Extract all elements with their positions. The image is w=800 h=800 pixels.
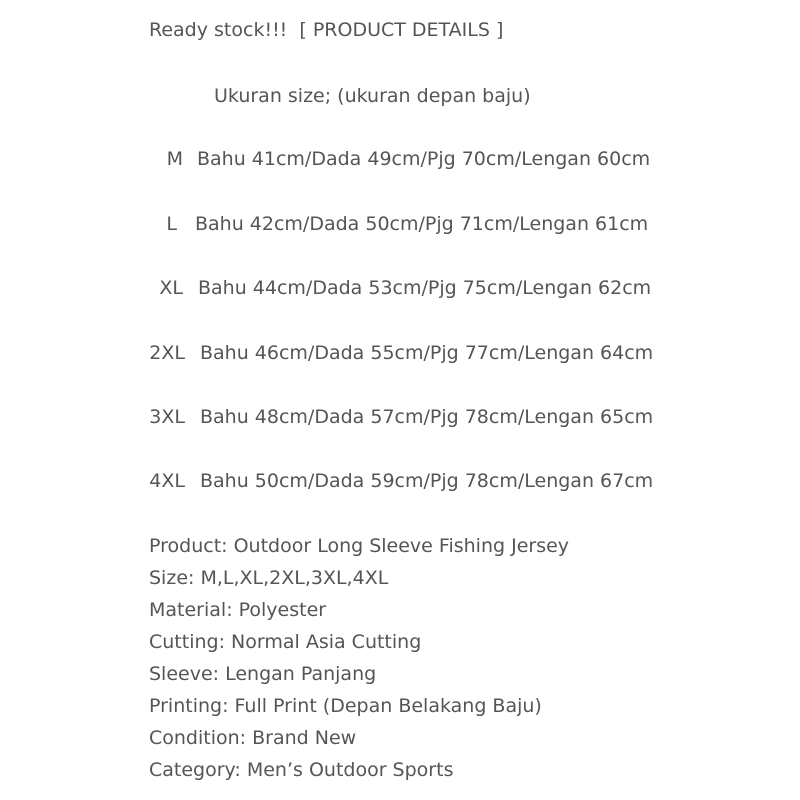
detail-category: Category: Men’s Outdoor Sports (149, 759, 454, 781)
size-label: M (166, 148, 183, 170)
size-measurements: Bahu 46cm/Dada 55cm/Pjg 77cm/Lengan 64cm (200, 342, 654, 364)
detail-size: Size: M,L,XL,2XL,3XL,4XL (149, 567, 389, 589)
size-row (145, 212, 655, 236)
size-row (145, 469, 655, 493)
detail-cutting: Cutting: Normal Asia Cutting (149, 631, 422, 653)
detail-sleeve: Sleeve: Lengan Panjang (149, 663, 377, 685)
detail-product: Product: Outdoor Long Sleeve Fishing Jersey (149, 535, 570, 557)
size-row (145, 276, 655, 300)
size-label: 2XL (149, 342, 185, 364)
size-measurements: Bahu 50cm/Dada 59cm/Pjg 78cm/Lengan 67cm (200, 470, 654, 492)
size-measurements: Bahu 42cm/Dada 50cm/Pjg 71cm/Lengan 61cm (195, 213, 649, 235)
size-measurements: Bahu 48cm/Dada 57cm/Pjg 78cm/Lengan 65cm (200, 406, 654, 428)
detail-printing: Printing: Full Print (Depan Belakang Baju) (149, 695, 542, 717)
detail-condition: Condition: Brand New (149, 727, 357, 749)
size-row (145, 147, 655, 171)
size-row (145, 405, 655, 429)
size-measurements: Bahu 41cm/Dada 49cm/Pjg 70cm/Lengan 60cm (197, 148, 651, 170)
size-label: L (166, 213, 177, 235)
size-chart-subtitle: Ukuran size; (ukuran depan baju) (214, 85, 531, 107)
detail-material: Material: Polyester (149, 599, 327, 621)
size-label: XL (159, 277, 183, 299)
size-label: 4XL (149, 470, 185, 492)
size-label: 3XL (149, 406, 185, 428)
size-row (145, 341, 655, 365)
page-title: Ready stock!!! [ PRODUCT DETAILS ] (149, 19, 504, 41)
size-measurements: Bahu 44cm/Dada 53cm/Pjg 75cm/Lengan 62cm (198, 277, 652, 299)
